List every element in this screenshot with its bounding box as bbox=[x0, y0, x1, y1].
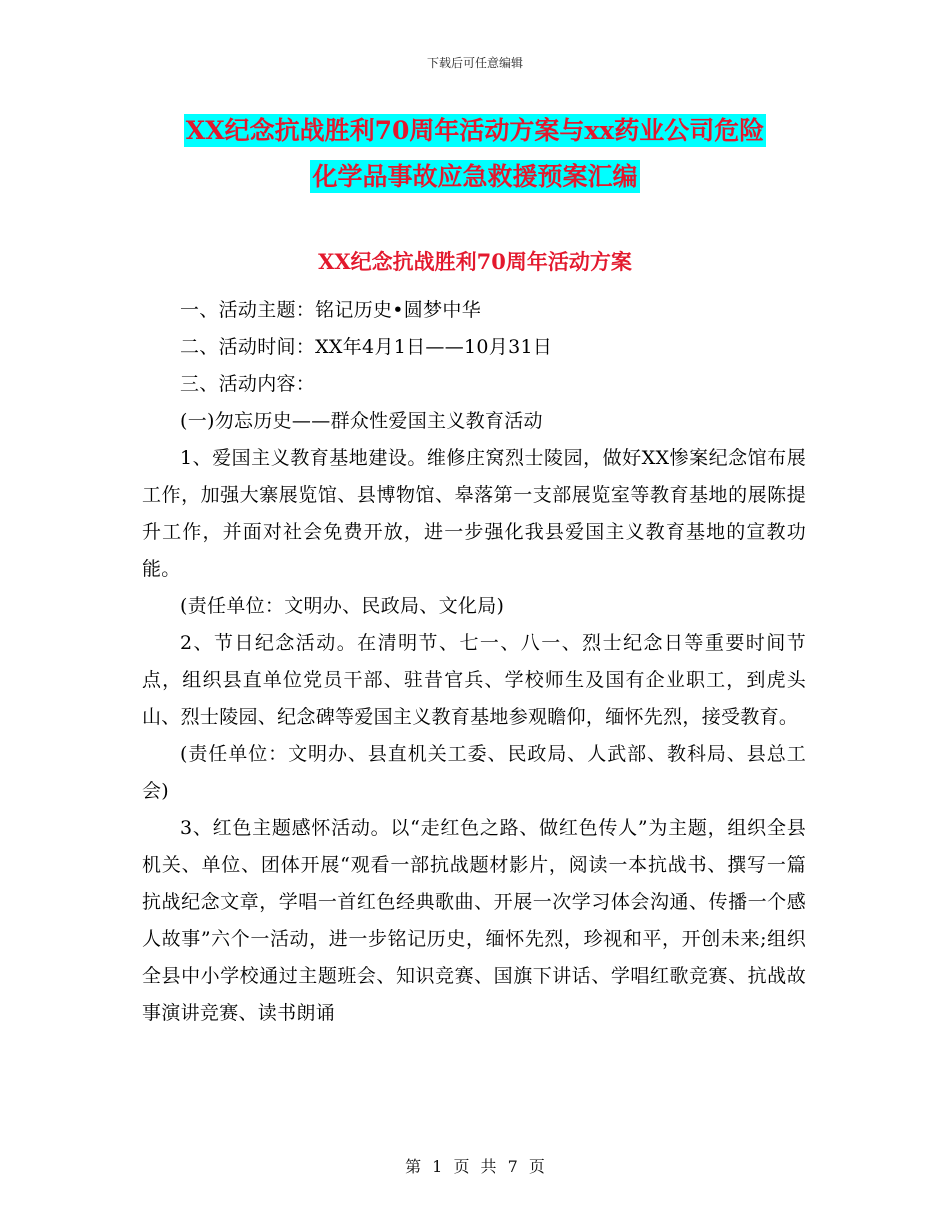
paragraph-subsection-heading: (一)勿忘历史——群众性爱国主义教育活动 bbox=[180, 410, 543, 432]
document-body bbox=[142, 292, 806, 1032]
paragraph-responsibility-2: (责任单位：文明办、县直机关工委、民政局、人武部、教科局、县总工会) bbox=[142, 743, 806, 802]
page-number-footer: 第 1 页 共 7 页 bbox=[405, 1157, 545, 1176]
section-title: XX纪念抗战胜利70周年活动方案 bbox=[318, 249, 632, 274]
document-title-line-2: 化学品事故应急救援预案汇编 bbox=[312, 162, 638, 191]
document-title-line-1: XX纪念抗战胜利70周年活动方案与xx药业公司危险 bbox=[185, 116, 765, 145]
paragraph-time: 二、活动时间：XX年4月1日——10月31日 bbox=[180, 336, 553, 358]
paragraph-content-heading: 三、活动内容： bbox=[180, 373, 316, 395]
paragraph-responsibility-1: (责任单位：文明办、民政局、文化局) bbox=[180, 595, 505, 617]
page-header-note: 下载后可任意编辑 bbox=[426, 56, 523, 70]
paragraph-item-3: 3、红色主题感怀活动。以“走红色之路、做红色传人”为主题，组织全县机关、单位、团体开展“观看一部抗战题材影片，阅读一本抗战书、撰写一篇抗战纪念文章，学唱一首红色经典歌曲、开展一次学习体会沟通、传播一个感人故事”六个一活动，进一步铭记历史，缅怀先烈，珍视和平，开创未来;组织全县中小学校通过主题班会、知识竞赛、国旗下讲话、学唱红歌竞赛、抗战故事演讲竞赛、读书朗诵 bbox=[142, 817, 806, 1024]
paragraph-item-1: 1、爱国主义教育基地建设。维修庄窝烈士陵园，做好XX惨案纪念馆布展工作，加强大寨展览馆、县博物馆、皋落第一支部展览室等教育基地的展陈提升工作，并面对社会免费开放，进一步强化我县爱国主义教育基地的宣教功能。 bbox=[142, 447, 806, 580]
document-title bbox=[140, 108, 810, 200]
paragraph-item-2: 2、节日纪念活动。在清明节、七一、八一、烈士纪念日等重要时间节点，组织县直单位党员干部、驻昔官兵、学校师生及国有企业职工，到虎头山、烈士陵园、纪念碑等爱国主义教育基地参观瞻仰，缅怀先烈，接受教育。 bbox=[142, 632, 806, 728]
paragraph-theme: 一、活动主题：铭记历史•圆梦中华 bbox=[180, 299, 482, 321]
